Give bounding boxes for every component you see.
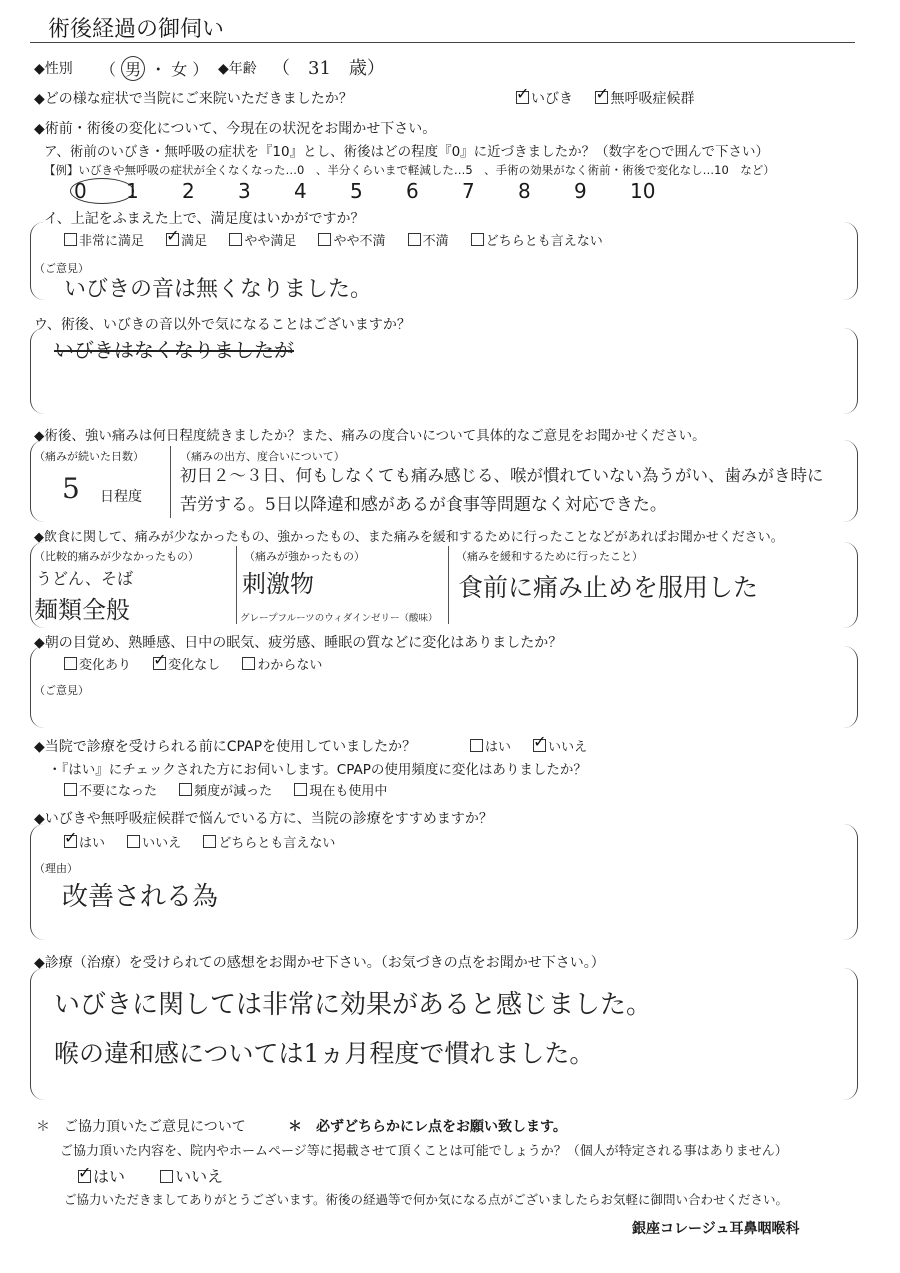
q4-col2-line2: グレープフルーツのウィダインゼリー（酸味） — [240, 613, 438, 624]
footer-option-yes[interactable]: ✓はい — [78, 1164, 125, 1187]
checkbox-icon — [203, 835, 216, 848]
scale-1[interactable]: 1 — [126, 179, 139, 203]
q1-option-snoring[interactable]: ✓ いびき — [516, 88, 573, 108]
q2-opinion-label: （ご意見） — [34, 262, 89, 275]
scale-8[interactable]: 8 — [518, 179, 531, 203]
q3-days-unit: 日程度 — [100, 489, 142, 505]
q4-col1-line2: 麺類全般 — [34, 596, 130, 624]
checkbox-checked-icon — [64, 835, 77, 848]
q5-text: ◆朝の目覚め、熟睡感、日中の眠気、疲労感、睡眠の質などに変化はありましたか？ — [34, 635, 563, 651]
q7-option-neither[interactable]: どちらとも言えない — [203, 832, 335, 851]
satisfaction-neither[interactable]: どちらとも言えない — [471, 230, 603, 249]
q4-divider-2 — [448, 546, 449, 624]
q3-divider — [170, 446, 171, 518]
q6-followup-unneeded[interactable]: 不要になった — [64, 780, 157, 799]
q3-detail-line1: 初日２〜３日、何もしなくても痛み感じる、喉が慣れていない為うがい、歯みがき時に — [180, 466, 824, 485]
footer-thanks: ご協力いただきましてありがとうございます。術後の経過等で何か気になる点がございましたらお気軽に御問い合わせください。 — [64, 1192, 789, 1207]
gender-value: （ 男 ・ 女 ） — [100, 56, 208, 81]
footer-heading-b: ＊ 必ずどちらかにレ点をお願い致します。 — [288, 1119, 567, 1135]
q2-example: 【例】いびきや無呼吸の症状が全くなくなった…0 、半分くらいまで軽減した…5 、手術の効果がなく術前・術後で変化なし…10 など） — [44, 163, 775, 177]
scale-6[interactable]: 6 — [406, 179, 419, 203]
checkbox-icon — [64, 783, 77, 796]
q5-opinion-label: （ご意見） — [34, 684, 89, 697]
q6-option-no[interactable]: ✓ いいえ — [533, 736, 587, 755]
q4-col1-line1: うどん、そば — [36, 569, 133, 588]
checkbox-icon — [408, 233, 421, 246]
checkbox-icon — [471, 233, 484, 246]
checkbox-icon — [64, 657, 77, 670]
q7-reason: 改善される為 — [62, 882, 219, 912]
checkbox-checked-icon — [166, 233, 179, 246]
checkbox-checked-icon — [153, 657, 166, 670]
age-label: ◆年齢 — [218, 61, 257, 77]
q6-options — [470, 736, 605, 755]
q3-days-label: （痛みが続いた日数） — [34, 450, 144, 463]
q8-text: ◆診療（治療）を受けられての感想をお聞かせ下さい。（お気づきの点をお聞かせ下さい。） — [34, 955, 605, 971]
checkbox-checked-icon — [533, 739, 546, 752]
q1-text: ◆どの様な症状で当院にご来院いただきましたか？ — [34, 91, 353, 107]
q2-opinion: いびきの音は無くなりました。 — [64, 277, 373, 302]
q2-text: ◆術前・術後の変化について、今現在の状況をお聞かせ下さい。 — [34, 121, 437, 137]
q8-line1: いびきに関しては非常に効果があると感じました。 — [54, 990, 653, 1020]
q7-text: ◆いびきや無呼吸症候群で悩んでいる方に、当院の診療をすすめますか？ — [34, 811, 493, 827]
q2-sub-b: イ、上記をふまえた上で、満足度はいかがですか？ — [44, 211, 365, 227]
q7-option-no[interactable]: いいえ — [127, 832, 181, 851]
q6-option-yes[interactable]: はい — [470, 736, 511, 755]
scale-0[interactable]: 0 — [70, 178, 126, 204]
q2-satisfaction-options — [64, 230, 621, 249]
q2-other: いびきはなくなりましたが — [54, 338, 294, 362]
q4-col2-line1: 刺激物 — [242, 570, 314, 598]
clinic-name: 銀座コレージュ耳鼻咽喉科 — [632, 1221, 800, 1237]
q6-text: ◆当院で診療を受けられる前にCPAPを使用していましたか？ — [34, 739, 417, 755]
satisfaction-very-satisfied[interactable]: 非常に満足 — [64, 230, 144, 249]
q5-option-unknown[interactable]: わからない — [242, 654, 322, 673]
satisfaction-somewhat-unsatisfied[interactable]: やや不満 — [318, 230, 385, 249]
q7-option-yes[interactable]: ✓はい — [64, 832, 105, 851]
checkbox-icon — [318, 233, 331, 246]
checkbox-icon — [470, 739, 483, 752]
satisfaction-satisfied[interactable]: ✓ 満足 — [166, 230, 207, 249]
q4-col3-label: （痛みを緩和するために行ったこと） — [456, 550, 643, 563]
q4-col2-label: （痛みが強かったもの） — [244, 550, 365, 563]
q1-options — [516, 88, 712, 108]
q8-line2: 喉の違和感については1ヵ月程度で慣れました。 — [54, 1039, 595, 1068]
checkbox-icon — [127, 835, 140, 848]
footer-heading-a: ＊ ご協力頂いたご意見について — [36, 1119, 246, 1135]
q4-text: ◆飲食に関して、痛みが少なかったもの、強かったもの、また痛みを緩和するために行ったことなどがあればお聞かせください。 — [34, 530, 784, 545]
q3-text: ◆術後、強い痛みは何日程度続きましたか？また、痛みの度合いについて具体的なご意見をお聞かせください。 — [34, 428, 706, 444]
q7-reason-label: （理由） — [34, 862, 78, 875]
q2-sub-a: ア、術前のいびき・無呼吸の症状を『10』とし、術後はどの程度『0』に近づきましたか？（数字を○で囲んで下さい） — [44, 144, 769, 160]
q2-scale — [70, 178, 686, 204]
checkbox-icon — [294, 783, 307, 796]
checkbox-icon — [179, 783, 192, 796]
satisfaction-unsatisfied[interactable]: 不満 — [408, 230, 449, 249]
gender-label: ◆性別 — [34, 61, 73, 77]
page-title: 術後経過の御伺い — [48, 17, 225, 42]
footer-options — [78, 1164, 241, 1187]
q3-detail-line2: 苦労する。5日以降違和感があるが食事等問題なく対応できた。 — [180, 495, 667, 515]
scale-9[interactable]: 9 — [574, 179, 587, 203]
q4-divider-1 — [236, 546, 237, 624]
q6-followup: ・『はい』にチェックされた方にお伺いします。CPAPの使用頻度に変化はありましたか？ — [48, 762, 587, 778]
checkbox-checked-icon — [78, 1170, 91, 1183]
q6-followup-options — [64, 780, 405, 799]
title-underline — [30, 42, 855, 43]
q7-options — [64, 832, 353, 851]
q4-col3-line1: 食前に痛み止めを服用した — [458, 573, 759, 602]
q5-options — [64, 654, 340, 673]
scale-5[interactable]: 5 — [350, 179, 363, 203]
q3-days-value: 5 — [62, 472, 80, 505]
q6-followup-reduced[interactable]: 頻度が減った — [179, 780, 272, 799]
scale-4[interactable]: 4 — [294, 179, 307, 203]
q3-detail-label: （痛みの出方、度合いについて） — [180, 450, 345, 463]
q2-sub-c: ウ、術後、いびきの音以外で気になることはございますか？ — [34, 317, 411, 333]
q4-col1-label: （比較的痛みが少なかったもの） — [34, 550, 199, 563]
scale-10[interactable]: 10 — [630, 179, 656, 203]
scale-2[interactable]: 2 — [182, 179, 195, 203]
checkbox-icon — [64, 233, 77, 246]
checkbox-icon — [242, 657, 255, 670]
q5-option-no-change[interactable]: ✓ 変化なし — [153, 654, 220, 673]
scale-3[interactable]: 3 — [238, 179, 251, 203]
age-value: （ 31 歳） — [272, 58, 385, 79]
q1-option-apnea[interactable]: ✓ 無呼吸症候群 — [595, 88, 694, 108]
satisfaction-somewhat[interactable]: やや満足 — [229, 230, 296, 249]
scale-7[interactable]: 7 — [462, 179, 475, 203]
checkbox-icon — [160, 1170, 173, 1183]
footer-option-no[interactable]: いいえ — [160, 1164, 223, 1187]
q6-followup-in-use[interactable]: 現在も使用中 — [294, 780, 387, 799]
checkbox-checked-icon — [595, 91, 608, 104]
q5-option-changed[interactable]: 変化あり — [64, 654, 131, 673]
checkbox-icon — [229, 233, 242, 246]
footer-question: ご協力頂いた内容を、院内やホームページ等に掲載させて頂くことは可能でしょうか？（個人が特定される事はありません） — [60, 1144, 788, 1159]
checkbox-checked-icon — [516, 91, 529, 104]
